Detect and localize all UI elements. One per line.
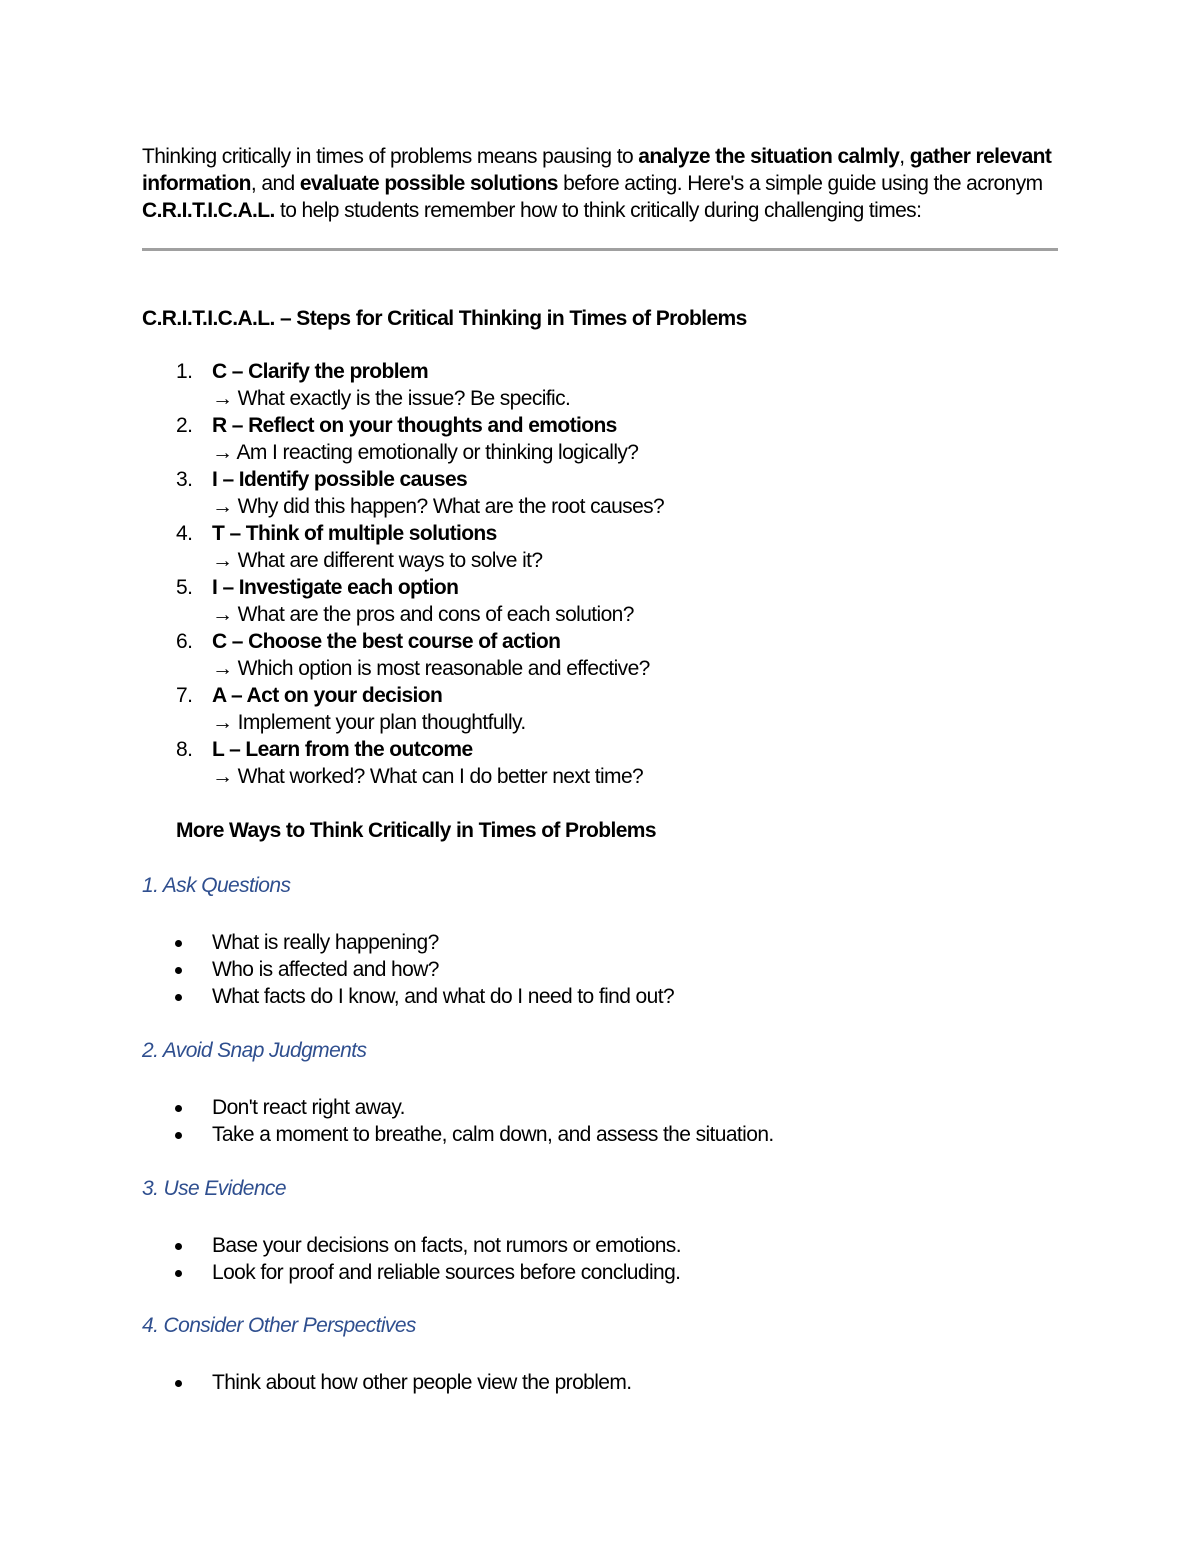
section-heading: 2. Avoid Snap Judgments xyxy=(142,1039,367,1062)
bullet-item xyxy=(142,929,1042,956)
step-title: C – Choose the best course of action xyxy=(212,630,561,653)
bullet-item xyxy=(142,1259,1042,1286)
step-number: 4. xyxy=(176,522,193,545)
bullet-text: Base your decisions on facts, not rumors or emotions. xyxy=(212,1234,681,1257)
step-title: I – Identify possible causes xyxy=(212,468,468,491)
intro-text: to help students remember how to think critically during challenging times: xyxy=(274,199,922,222)
step-detail: → What are the pros and cons of each solution? xyxy=(212,603,634,626)
bullet-text: Don't react right away. xyxy=(212,1096,405,1119)
step-title: T – Think of multiple solutions xyxy=(212,522,497,545)
bullet-list xyxy=(142,1094,1042,1148)
step-title: L – Learn from the outcome xyxy=(212,738,473,761)
bullet-icon xyxy=(175,1270,182,1277)
bullet-text: Think about how other people view the problem. xyxy=(212,1371,632,1394)
step-title: I – Investigate each option xyxy=(212,576,459,599)
bullet-list xyxy=(142,929,1042,1010)
step-detail: → Which option is most reasonable and effective? xyxy=(212,657,650,680)
step-number: 8. xyxy=(176,738,193,761)
step-title: C – Clarify the problem xyxy=(212,360,429,383)
step-item xyxy=(142,628,1042,682)
intro-bold-text: gather relevant information xyxy=(142,145,1052,195)
step-number: 2. xyxy=(176,414,193,437)
step-number: 7. xyxy=(176,684,193,707)
step-item xyxy=(142,520,1042,574)
step-item xyxy=(142,412,1042,466)
intro-text: , and xyxy=(250,172,300,195)
bullet-icon xyxy=(175,1380,182,1387)
step-detail: → What worked? What can I do better next time? xyxy=(212,765,644,788)
step-number: 5. xyxy=(176,576,193,599)
bullet-item xyxy=(142,1121,1042,1148)
horizontal-rule xyxy=(142,248,1058,251)
section-heading: 4. Consider Other Perspectives xyxy=(142,1314,416,1337)
step-detail: → What exactly is the issue? Be specific. xyxy=(212,387,571,410)
intro-text: Thinking critically in times of problems means pausing to xyxy=(142,145,639,168)
bullet-icon xyxy=(175,940,182,947)
step-item xyxy=(142,466,1042,520)
bullet-item xyxy=(142,1094,1042,1121)
bullet-icon xyxy=(175,994,182,1001)
step-detail: → Am I reacting emotionally or thinking logically? xyxy=(212,441,639,464)
step-title: A – Act on your decision xyxy=(212,684,443,707)
bullet-icon xyxy=(175,967,182,974)
intro-text: , xyxy=(899,145,910,168)
bullet-item xyxy=(142,956,1042,983)
step-item xyxy=(142,358,1042,412)
intro-bold-text: evaluate possible solutions xyxy=(299,172,558,195)
step-item xyxy=(142,736,1042,790)
bullet-text: Who is affected and how? xyxy=(212,958,439,981)
step-item xyxy=(142,682,1042,736)
bullet-text: What is really happening? xyxy=(212,931,439,954)
step-number: 3. xyxy=(176,468,193,491)
bullet-item xyxy=(142,1369,1042,1396)
more-ways-heading: More Ways to Think Critically in Times of Problems xyxy=(176,819,656,842)
steps-list xyxy=(142,358,1042,790)
bullet-list xyxy=(142,1232,1042,1286)
bullet-icon xyxy=(175,1243,182,1250)
intro-text: before acting. Here's a simple guide using the acronym xyxy=(557,172,1043,195)
intro-paragraph xyxy=(142,143,1072,224)
step-number: 6. xyxy=(176,630,193,653)
intro-bold-text: analyze the situation calmly xyxy=(638,145,900,168)
bullet-text: Take a moment to breathe, calm down, and assess the situation. xyxy=(212,1123,774,1146)
bullet-icon xyxy=(175,1132,182,1139)
bullet-item xyxy=(142,983,1042,1010)
steps-heading: C.R.I.T.I.C.A.L. – Steps for Critical Thinking in Times of Problems xyxy=(142,307,747,330)
bullet-list xyxy=(142,1369,1042,1396)
step-detail: → What are different ways to solve it? xyxy=(212,549,543,572)
step-item xyxy=(142,574,1042,628)
intro-bold-text: C.R.I.T.I.C.A.L. xyxy=(142,199,275,222)
step-detail: → Implement your plan thoughtfully. xyxy=(212,711,526,734)
bullet-text: Look for proof and reliable sources before concluding. xyxy=(212,1261,681,1284)
bullet-item xyxy=(142,1232,1042,1259)
step-detail: → Why did this happen? What are the root causes? xyxy=(212,495,665,518)
section-heading: 1. Ask Questions xyxy=(142,874,291,897)
step-number: 1. xyxy=(176,360,193,383)
bullet-text: What facts do I know, and what do I need to find out? xyxy=(212,985,675,1008)
bullet-icon xyxy=(175,1105,182,1112)
step-title: R – Reflect on your thoughts and emotions xyxy=(212,414,617,437)
section-heading: 3. Use Evidence xyxy=(142,1177,286,1200)
